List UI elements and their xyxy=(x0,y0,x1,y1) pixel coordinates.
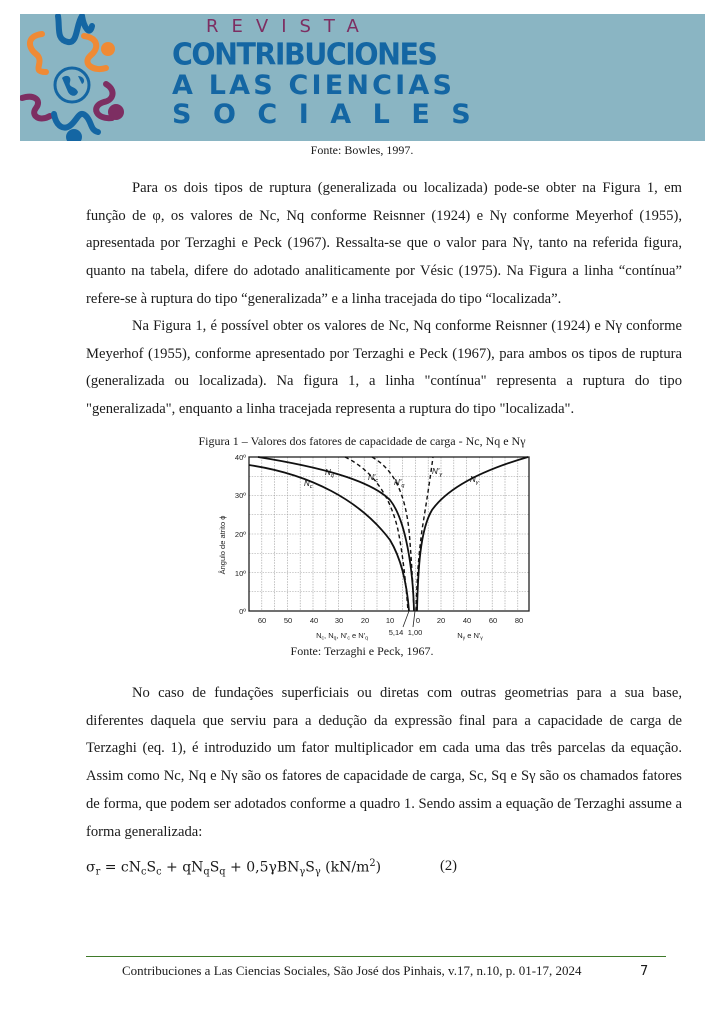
bearing-capacity-chart xyxy=(205,450,545,645)
footer-citation: Contribuciones a Las Ciencias Sociales, São José dos Pinhais, v.17, n.10, p. 01-17, 2024 xyxy=(122,963,582,978)
svg-text:20: 20 xyxy=(436,616,446,625)
equation-number: (2) xyxy=(440,858,458,874)
chart-grid xyxy=(249,457,529,611)
figure-source: Fonte: Terzaghi e Peck, 1967. xyxy=(290,644,434,658)
annotation-100: 1,00 xyxy=(407,628,423,637)
svg-text:0: 0 xyxy=(415,616,421,625)
svg-text:40: 40 xyxy=(462,616,472,625)
label-ngamma: $N_\gamma$ xyxy=(470,475,479,486)
brand-contribuciones: CONTRIBUCIONES xyxy=(172,37,437,72)
svg-text:30º: 30º xyxy=(234,491,246,500)
x-axis-label-right: $N_\gamma$ e $N'_\gamma$ xyxy=(457,631,483,642)
svg-text:60: 60 xyxy=(257,616,267,625)
svg-text:20: 20 xyxy=(360,616,370,625)
paragraph-1-text: Para os dois tipos de ruptura (generalizada ou localizada) pode-se obter na Figura 1, em função de φ, os valores de Nc, Nq conforme Reisnner (1924) e Nγ conforme Meyerhof (1955), apresentada por Terzaghi e Peck (1967). Ressalta-se que o valor para Nγ, tanto na referida figura, quanto na tabela, difere do adotado analiticamente por Vésic (1975). Na Figura a linha “contínua” refere-se à ruptura do tipo “generalizada” e a linha tracejada do tipo “localizada”. xyxy=(86,180,682,307)
paragraph-3-text: No caso de fundações superficiais ou diretas com outras geometrias para a sua base, diferentes daquela que serviu para a dedução da expressão final para a capacidade de carga de Terzaghi (eq. 1), é introduzido um fator multiplicador em cada uma das três parcelas da equação. Assim como Nc, Nq e Nγ são os fatores de capacidade de carga, Sc, Sq e Sγ são os chamados fatores de forma, que podem ser adotados conforme a quadro 1. Sendo assim a equação de Terzaghi assume a forma generalizada: xyxy=(86,685,682,840)
paragraph-2 xyxy=(86,313,682,424)
x-axis-label-left: $N_c$, $N_q$, $N'_c$ e $N'_q$ xyxy=(316,631,368,642)
svg-text:20º: 20º xyxy=(234,530,246,539)
label-ngamma-local: $N'_\gamma$ xyxy=(432,467,443,478)
paragraph-2-text: Na Figura 1, é possível obter os valores de Nc, Nq conforme Reisnner (1924) e Nγ conforme Meyerhof (1955), conforme apresentado por Terzaghi e Peck (1967), para ambos os tipos de ruptura (generalizada ou localizada). Na figura 1, a linha "contínua" representa a ruptura do tipo "generalizada", enquanto a linha tracejada representa a ruptura do tipo "localizada". xyxy=(86,318,682,418)
brand-a-las-ciencias: A LAS CIENCIAS xyxy=(172,69,456,101)
figure-caption: Figura 1 – Valores dos fatores de capacidade de carga - Nc, Nq e Nγ xyxy=(198,434,526,448)
svg-text:10: 10 xyxy=(385,616,395,625)
label-nc-local: $N'_c$ xyxy=(368,473,379,484)
svg-text:40º: 40º xyxy=(234,453,246,462)
svg-text:80: 80 xyxy=(514,616,524,625)
footer-rule xyxy=(86,956,666,957)
journal-title xyxy=(172,18,492,128)
brand-revista: REVISTA xyxy=(206,16,372,37)
page-number: 7 xyxy=(640,964,649,979)
y-axis-label: Ângulo de atrito ϕ xyxy=(218,515,227,575)
journal-banner xyxy=(20,14,705,141)
label-nq: $N_q$ xyxy=(325,468,334,479)
svg-text:0º: 0º xyxy=(239,607,246,616)
label-nq-local: $N'_q$ xyxy=(394,478,405,489)
svg-text:50: 50 xyxy=(283,616,293,625)
paragraph-1 xyxy=(86,175,682,314)
paragraph-3 xyxy=(86,680,682,846)
curve-nc xyxy=(249,465,409,611)
svg-text:10º: 10º xyxy=(234,569,246,578)
source-bowles: Fonte: Bowles, 1997. xyxy=(310,143,414,157)
svg-text:60: 60 xyxy=(488,616,498,625)
svg-text:40: 40 xyxy=(309,616,319,625)
equation-2: $\sigma_r = cN_cS_c + qN_qS_q + 0,5\gamma BN_\gamma S_\gamma$ $(kN/m^2)$ xyxy=(86,858,382,878)
label-nc: $N_c$ xyxy=(304,479,313,490)
svg-text:30: 30 xyxy=(334,616,344,625)
globe-people-icon xyxy=(20,14,140,141)
annotation-514: 5,14 xyxy=(388,628,404,637)
brand-sociales: SOCIALES xyxy=(172,98,493,130)
